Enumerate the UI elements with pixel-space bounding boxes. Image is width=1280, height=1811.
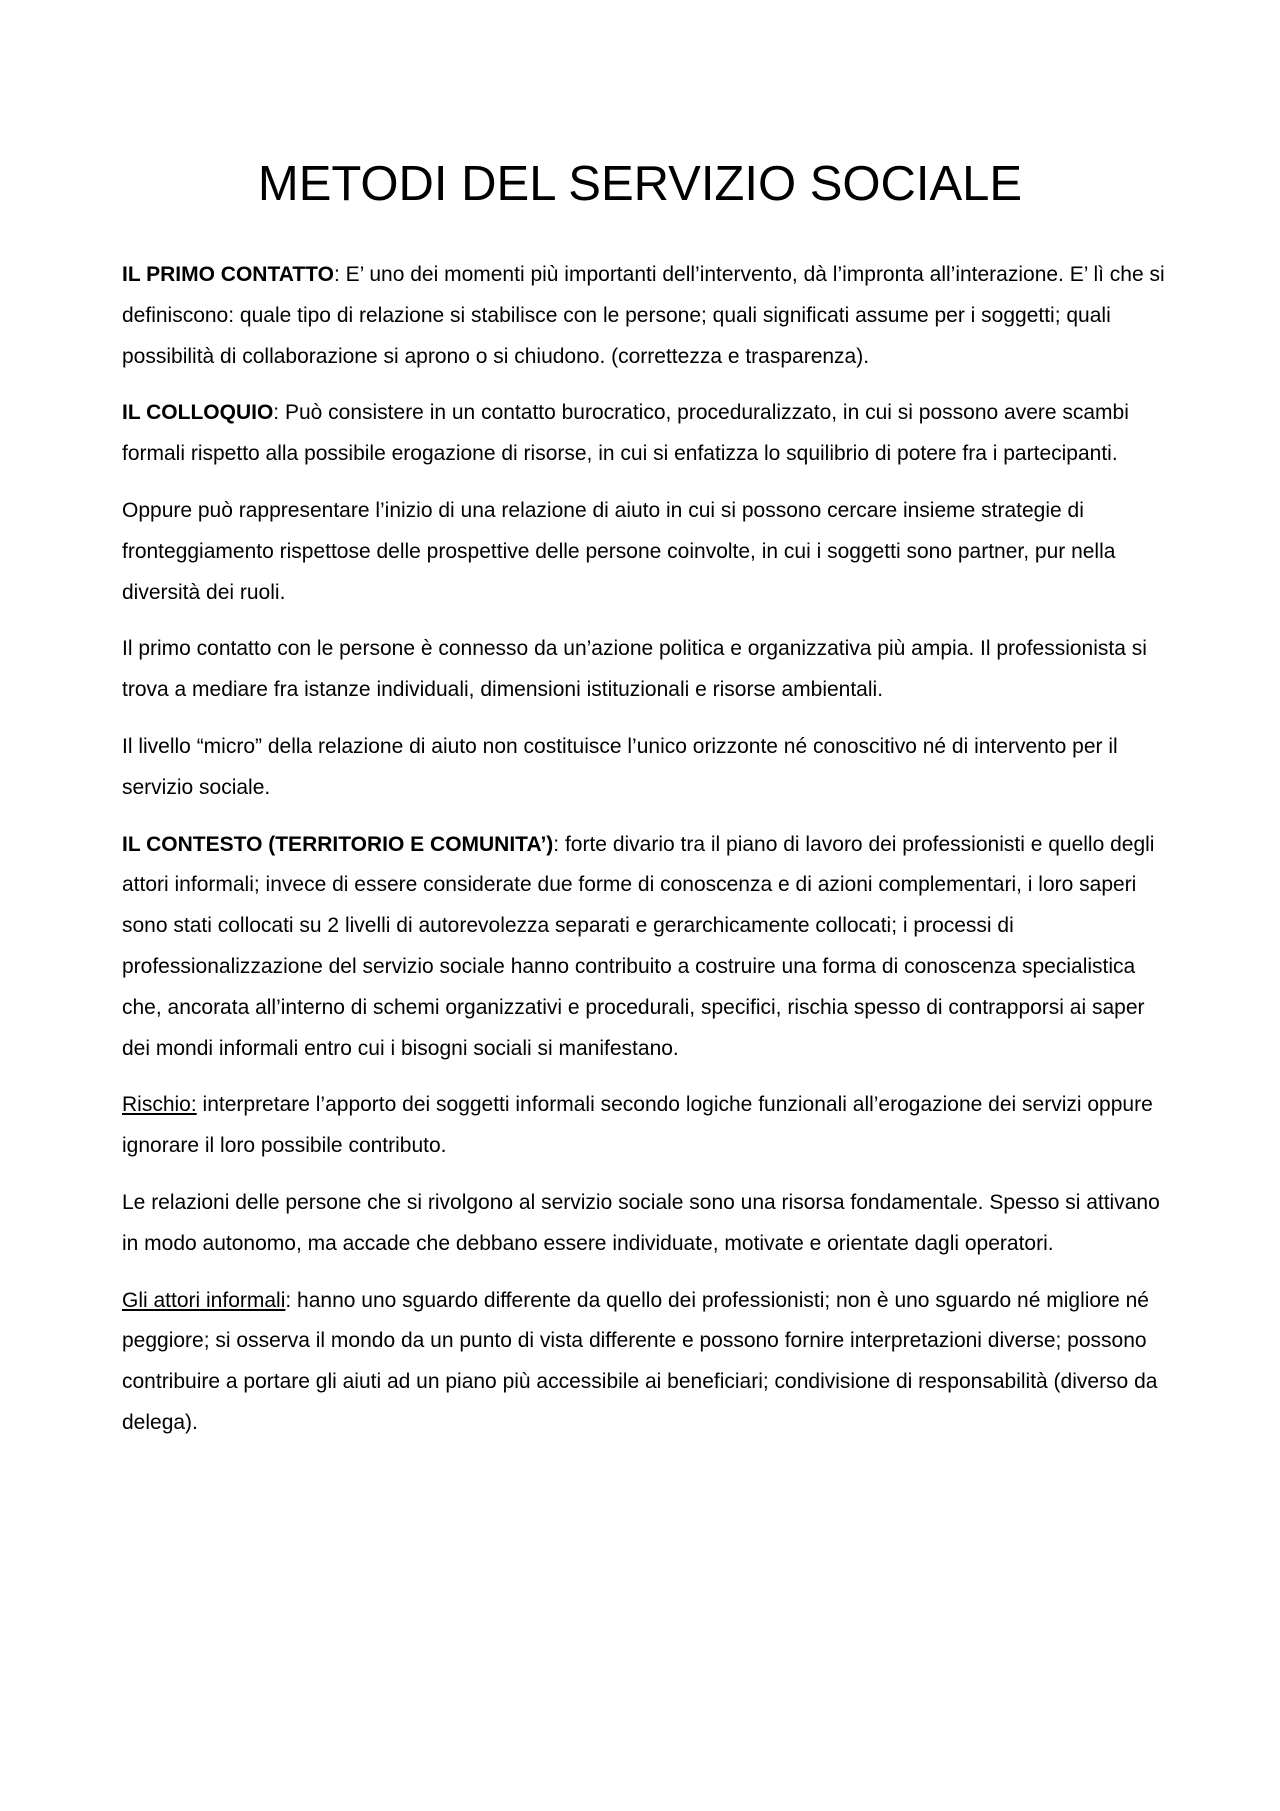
paragraph-relazione-aiuto: Oppure può rappresentare l’inizio di una relazione di aiuto in cui si possono cercare insieme strategie di fronteggiamento rispettose delle prospettive delle persone coinvolte, in cui i soggetti sono partner, pur nella diversità dei ruoli. xyxy=(122,498,1116,604)
paragraph-text: : hanno uno sguardo differente da quello dei professionisti; non è uno sguardo né migliore né peggiore; si osserva il mondo da un punto di vista differente e possono fornire interpretazioni diverse; possono contribuire a portare gli aiuti ad un piano più accessibile ai beneficiari; condivisione di responsabilità (diverso da delega). xyxy=(122,1288,1158,1434)
paragraph-text: : E’ uno dei momenti più importanti dell’intervento, dà l’impronta all’interazione. E’ lì che si definiscono: quale tipo di relazione si stabilisce con le persone; quali significati assume per i soggetti; quali possibilità di collaborazione si aprono o si chiudono. (correttezza e trasparenza). xyxy=(122,263,1165,368)
paragraph-relazioni-persone: Le relazioni delle persone che si rivolgono al servizio sociale sono una risorsa fondamentale. Spesso si attivano in modo autonomo, ma accade che debbano essere individuate, motivate e orientate dagli operatori. xyxy=(122,1190,1160,1255)
paragraph-rischio xyxy=(122,1085,1170,1167)
label-attori-informali: Gli attori informali xyxy=(122,1288,286,1312)
paragraph-text: : Può consistere in un contatto burocratico, proceduralizzato, in cui si possono avere scambi formali rispetto alla possibile erogazione di risorse, in cui si enfatizza lo squilibrio di potere fra i partecipanti. xyxy=(122,401,1129,466)
paragraph-text: : forte divario tra il piano di lavoro dei professionisti e quello degli attori informali; invece di essere considerate due forme di conoscenza e di azioni complementari, i loro saperi sono stati collocati su 2 livelli di autorevolezza separati e gerarchicamente collocati; i processi di professionalizzazione del servizio sociale hanno contribuito a costruire una forma di conoscenza specialistica che, ancorata all’interno di schemi organizzativi e procedurali, specifici, rischia spesso di contrapporsi ai saper dei mondi informali entro cui i bisogni sociali si manifestano. xyxy=(122,832,1155,1060)
section-heading-colloquio: IL COLLOQUIO xyxy=(122,401,274,425)
paragraph-text: interpretare l’apporto dei soggetti informali secondo logiche funzionali all’erogazione dei servizi oppure ignorare il loro possibile contributo. xyxy=(122,1093,1153,1158)
document-title: METODI DEL SERVIZIO SOCIALE xyxy=(257,157,1023,211)
document-body xyxy=(122,255,1170,1460)
section-heading-contesto: IL CONTESTO (TERRITORIO E COMUNITA’) xyxy=(122,832,554,856)
paragraph-contesto xyxy=(122,825,1170,1070)
section-heading-primo-contatto: IL PRIMO CONTATTO xyxy=(122,263,334,286)
label-rischio: Rischio: xyxy=(122,1093,197,1117)
paragraph-livello-micro: Il livello “micro” della relazione di aiuto non costituisce l’unico orizzonte né conoscitivo né di intervento per il servizio sociale. xyxy=(122,734,1118,799)
paragraph-primo-contatto-politica: Il primo contatto con le persone è connesso da un’azione politica e organizzativa più ampia. Il professionista si trova a mediare fra istanze individuali, dimensioni istituzionali e risorse ambientali. xyxy=(122,637,1147,702)
paragraph-colloquio xyxy=(122,393,1170,475)
paragraph-attori-informali xyxy=(122,1281,1170,1444)
paragraph-primo-contatto xyxy=(122,255,1170,377)
